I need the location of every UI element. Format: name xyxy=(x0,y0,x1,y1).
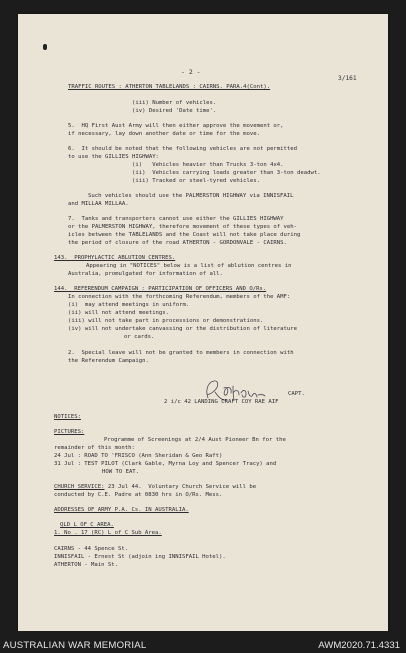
para-144-line-1: In connection with the forthcoming Referendum, members of the AMF: xyxy=(68,294,291,300)
church-service xyxy=(54,484,256,491)
para-144-item-iv: (iv) will not undertake canvassing or the distribution of literature xyxy=(68,326,298,332)
footer-institution: AUSTRALIAN WAR MEMORIAL xyxy=(3,640,147,651)
pictures-line-2: remainder of this month: xyxy=(54,445,135,451)
pictures-heading: PICTURES: xyxy=(54,429,85,435)
para-144-2-line-2: the Referendum Campaign. xyxy=(68,358,149,364)
para-7-line-1: 7. Tanks and transporters cannot use either the GILLIES HIGHWAY xyxy=(68,216,284,222)
para-6-item-ii: (ii) Vehicles carrying loads greater than 3-ton deadwt. xyxy=(132,170,321,176)
para-5-line-1: 5. HQ First Aust Army will then either approve the movement or, xyxy=(68,123,284,129)
para-144-item-iv-cont: or cards. xyxy=(124,334,155,340)
file-reference: 3/161 xyxy=(338,75,357,82)
traffic-item-iii: (iii) Number of vehicles. xyxy=(132,100,217,106)
address-atherton: ATHERTON - Main St. xyxy=(54,562,118,568)
punch-hole xyxy=(43,44,47,50)
para-144-item-ii: (ii) will not attend meetings. xyxy=(68,310,170,316)
traffic-item-iv: (iv) Desired 'Date time'. xyxy=(132,108,217,114)
para-7-line-3: icles between the TABLELANDS and the Coast will not take place during xyxy=(68,232,301,238)
para-6-item-iii: (iii) Tracked or steel-tyred vehicles. xyxy=(132,178,260,184)
pictures-line-4: 31 Jul : TEST PILOT (Clark Gable, Myrna Loy and Spencer Tracy) and xyxy=(54,461,277,467)
address-innisfail: INNISFAIL - Ernest St (adjoin ing INNISFAIL Hotel). xyxy=(54,554,226,560)
church-line-1: 23 Jul 44. Voluntary Church Service will be xyxy=(104,484,257,490)
notices-heading: NOTICES: xyxy=(54,414,81,420)
para-143-line-1: Appearing in "NOTICES" below is a list of ablution centres in xyxy=(86,263,292,269)
para-7-line-4: the period of closure of the road ATHERTON - GORDONVALE - CAIRNS. xyxy=(68,240,287,246)
para-143-line-2: Australia, promulgated for information of all. xyxy=(68,271,223,277)
document-page xyxy=(18,14,388,631)
page-number: - 2 - xyxy=(181,68,201,76)
church-line-2: conducted by C.E. Padre at 0830 hrs in O/Rs. Mess. xyxy=(54,492,223,498)
signatory-rank: CAPT. xyxy=(288,391,305,397)
para-144-heading: 144. REFERENDUM CAMPAIGN : PARTICIPATION OF OFFICERS AND O/Rs. xyxy=(54,286,267,292)
signatory-unit: 2 i/c 42 LANDING CRAFT COY RAE AIF xyxy=(164,399,279,405)
para-6-item-i: (i) Vehicles heavier than Trucks 3-ton 4x4. xyxy=(132,162,284,168)
para-5-line-2: if necessary, lay down another date or time for the move. xyxy=(68,131,260,137)
para-144-item-i: (i) may attend meetings in uniform. xyxy=(68,302,190,308)
footer-bar xyxy=(0,631,406,653)
para-6-note-line-2: and MILLAA MILLAA. xyxy=(68,201,129,207)
para-6-line-1: 6. It should be noted that the following vehicles are not permitted xyxy=(68,146,298,152)
para-6-note-line-1: Such vehicles should use the PALMERSTON HIGHWAY via INNISFAIL xyxy=(88,193,294,199)
area-sub-heading: 1. No . 17 (RC) L of C Sub Area. xyxy=(54,530,162,536)
para-7-line-2: or the PALMERSTON HIGHWAY, therefore movement of these types of veh- xyxy=(68,224,298,230)
traffic-heading: TRAFFIC ROUTES : ATHERTON TABLELANDS : CAIRNS. PARA.4(Cont). xyxy=(68,84,271,90)
para-144-item-iii: (iii) will not take part in processions or demonstrations. xyxy=(68,318,264,324)
church-heading: CHURCH SERVICE: xyxy=(54,484,105,490)
footer-accession-number: AWM2020.71.4331 xyxy=(318,640,400,651)
para-143-heading: 143. PROPHYLACTIC ABLUTION CENTRES. xyxy=(54,255,176,261)
pictures-line-3: 24 Jul : ROAD TO 'FRISCO (Ann Sheridan & Geo Raft) xyxy=(54,453,223,459)
area-heading: QLD L OF C AREA. xyxy=(60,522,114,528)
addresses-heading: ADDRESSES OF ARMY P.A. Cs. IN AUSTRALIA. xyxy=(54,507,189,513)
para-6-line-2: to use the GILLIES HIGHWAY: xyxy=(68,154,159,160)
pictures-line-1: Programme of Screenings at 2/4 Aust Pioneer Bn for the xyxy=(104,437,286,443)
pictures-line-5: HOW TO EAT. xyxy=(102,469,140,475)
para-144-2-line-1: 2. Special leave will not be granted to members in connection with xyxy=(68,350,294,356)
address-cairns: CAIRNS - 44 Spence St. xyxy=(54,546,129,552)
